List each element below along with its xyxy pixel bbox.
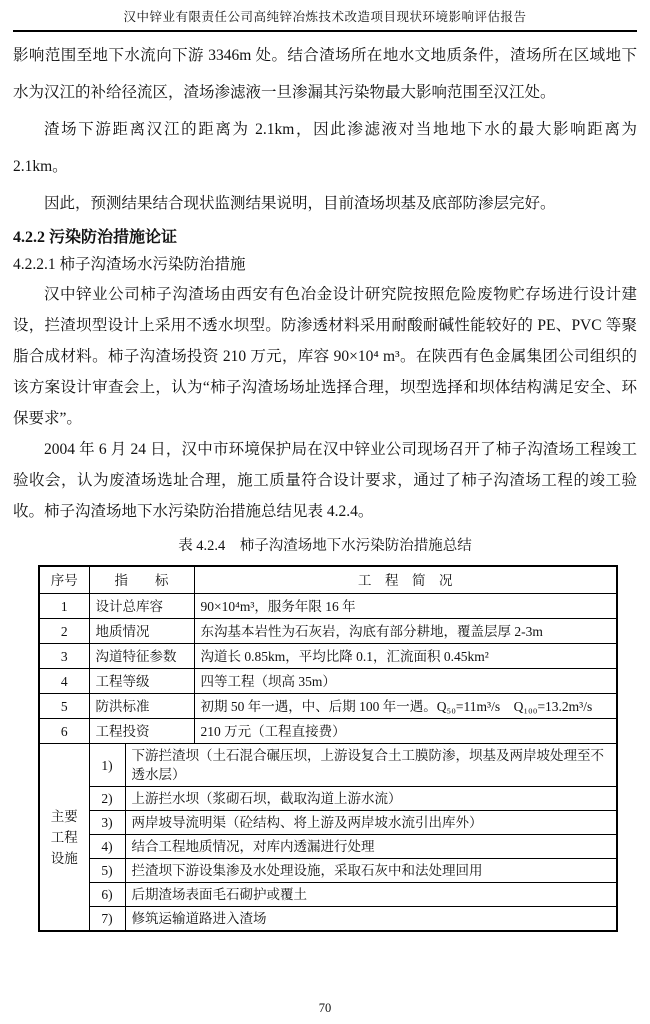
page-body <box>13 0 637 932</box>
paragraph-acceptance: 2004 年 6 月 24 日，汉中市环境保护局在汉中锌业公司现场召开了柿子沟渣场工程竣工验收会，认为废渣场选址合理，施工质量符合设计要求，通过了柿子沟渣场工程的竣工验收。柿子沟渣场地下水污染防治措施总结见表 4.2.4。 <box>13 441 637 520</box>
cell-no: 1 <box>39 594 89 619</box>
paragraph-impact-range: 影响范围至地下水流向下游 3346m 处。结合渣场所在地水文地质条件，渣场所在区域地下水为汉江的补给径流区，渣场渗滤液一旦渗漏其污染物最大影响范围至汉江处。 <box>13 47 637 101</box>
section-heading-4-2-2-1: 4.2.2.1 柿子沟渣场水污染防治措施 <box>13 256 246 273</box>
cell-subno: 7) <box>89 907 125 932</box>
paragraph-design: 汉中锌业公司柿子沟渣场由西安有色冶金设计研究院按照危险废物贮存场进行设计建设，拦渣坝型设计上采用不透水坝型。防渗透材料采用耐酸耐碱性能较好的 PE、PVC 等聚脂合成材料。柿子沟渣场投资 210 万元，库容 90×10⁴ m³。在陕西有色金属集团公司组织的该方案设计审查会上，认为“柿子沟渣场场址选择合理，坝型选择和坝体结构满足安全、环保要求”。 <box>13 286 637 427</box>
cell-no: 5 <box>39 694 89 719</box>
header-cell-summary: 工 程 简 况 <box>194 566 617 594</box>
table-group-row <box>39 744 617 787</box>
cell-indicator: 地质情况 <box>89 619 194 644</box>
table-group-row <box>39 859 617 883</box>
group-label-text: 主要工程设施 <box>50 808 78 866</box>
table-group-row <box>39 835 617 859</box>
cell-indicator: 工程等级 <box>89 669 194 694</box>
cell-indicator: 防洪标准 <box>89 694 194 719</box>
table-row <box>39 694 617 719</box>
table-group-row <box>39 907 617 932</box>
cell-desc: 210 万元（工程直接费） <box>194 719 617 744</box>
header-cell-indicator: 指 标 <box>89 566 194 594</box>
header-cell-no: 序号 <box>39 566 89 594</box>
table-caption: 表 4.2.4 柿子沟渣场地下水污染防治措施总结 <box>178 538 472 554</box>
cell-desc: 沟道长 0.85km，平均比降 0.1，汇流面积 0.45km² <box>194 644 617 669</box>
table-row <box>39 594 617 619</box>
running-header: 汉中锌业有限责任公司高纯锌冶炼技术改造项目现状环境影响评估报告 <box>13 0 637 32</box>
cell-desc: 结合工程地质情况，对库内透漏进行处理 <box>125 835 617 859</box>
cell-group-label <box>39 744 89 932</box>
table-row <box>39 669 617 694</box>
table-group-row <box>39 811 617 835</box>
cell-no: 4 <box>39 669 89 694</box>
cell-indicator: 设计总库容 <box>89 594 194 619</box>
table-group-row <box>39 883 617 907</box>
measures-summary-table <box>38 565 618 932</box>
cell-subno: 5) <box>89 859 125 883</box>
cell-subno: 1) <box>89 744 125 787</box>
intro-paragraphs <box>13 37 637 222</box>
cell-subno: 2) <box>89 787 125 811</box>
table-header-row <box>39 566 617 594</box>
cell-desc: 东沟基本岩性为石灰岩，沟底有部分耕地，覆盖层厚 2-3m <box>194 619 617 644</box>
page-number: 70 <box>318 1001 332 1015</box>
cell-desc: 后期渣场表面毛石砌护或覆土 <box>125 883 617 907</box>
cell-desc: 90×10⁴m³，服务年限 16 年 <box>194 594 617 619</box>
table-row <box>39 719 617 744</box>
cell-no: 3 <box>39 644 89 669</box>
cell-desc: 修筑运输道路进入渣场 <box>125 907 617 932</box>
cell-subno: 4) <box>89 835 125 859</box>
section-paragraphs <box>13 279 637 527</box>
cell-no: 6 <box>39 719 89 744</box>
cell-desc: 下游拦渣坝（土石混合碾压坝，上游设复合土工膜防渗，坝基及两岸坡处理至不透水层） <box>125 744 617 787</box>
cell-desc: 上游拦水坝（浆砌石坝，截取沟道上游水流） <box>125 787 617 811</box>
paragraph-distance: 渣场下游距离汉江的距离为 2.1km，因此渗滤液对当地地下水的最大影响距离为 2.1km。 <box>13 121 637 175</box>
cell-desc: 初期 50 年一遇，中、后期 100 年一遇。Q₅₀=11m³/s Q₁₀₀=13.2m³/s <box>194 694 617 719</box>
cell-desc: 两岸坡导流明渠（砼结构、将上游及两岸坡水流引出库外） <box>125 811 617 835</box>
table-group-row <box>39 787 617 811</box>
cell-desc: 四等工程（坝高 35m） <box>194 669 617 694</box>
table-row <box>39 619 617 644</box>
paragraph-conclusion: 因此，预测结果结合现状监测结果说明，目前渣场坝基及底部防渗层完好。 <box>44 195 556 212</box>
cell-desc: 拦渣坝下游设集渗及水处理设施，采取石灰中和法处理回用 <box>125 859 617 883</box>
cell-no: 2 <box>39 619 89 644</box>
cell-subno: 3) <box>89 811 125 835</box>
cell-subno: 6) <box>89 883 125 907</box>
table-row <box>39 644 617 669</box>
cell-indicator: 沟道特征参数 <box>89 644 194 669</box>
section-heading-4-2-2: 4.2.2 污染防治措施论证 <box>13 229 178 246</box>
cell-indicator: 工程投资 <box>89 719 194 744</box>
